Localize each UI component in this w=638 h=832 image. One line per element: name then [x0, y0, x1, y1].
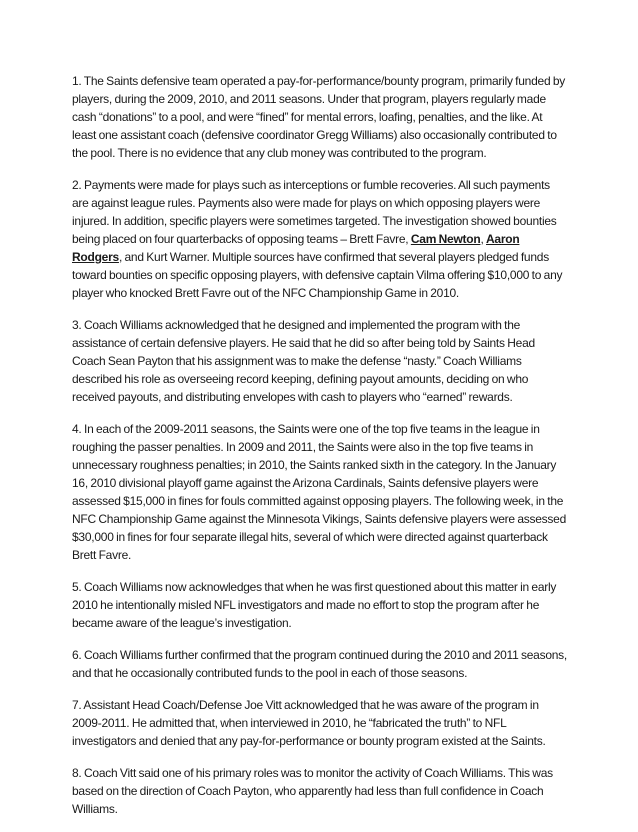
paragraph-4: 4. In each of the 2009-2011 seasons, the Saints were one of the top five teams in the league in roughing the passer penalties. In 2009 and 2011, the Saints were also in the top five teams in unnecessary roughness penalties; in 2010, the Saints ranked sixth in the category. In the January 16, 2010 divisional playoff game against the Arizona Cardinals, Saints defensive players were assessed $15,000 in fines for fouls committed against opposing players. The following week, in the NFC Championship Game against the Minnesota Vikings, Saints defensive players were assessed $30,000 in fines for four separate illegal hits, several of which were directed against quarterback Brett Favre.	[72, 422, 567, 562]
paragraph-6: 6. Coach Williams further confirmed that the program continued during the 2010 and 2011 seasons, and that he occasionally contributed funds to the pool in each of those seasons.	[72, 648, 568, 680]
link-cam-newton[interactable]: Cam Newton	[410, 232, 481, 246]
paragraph-2-text-after: , and Kurt Warner. Multiple sources have confirmed that several players pledged funds toward bounties on specific opposing players, with defensive captain Vilma offering $10,000 to any player who knocked Brett Favre out of the NFC Championship Game in 2010.	[72, 250, 563, 300]
paragraph-2-text-before: 2. Payments were made for plays such as interceptions or fumble recoveries. All such payments are against league rules. Payments also were made for plays on which opposing players were injured. In addition, specific players were sometimes targeted. The investigation showed bounties being placed on four quarterbacks of opposing teams – Brett Favre,	[72, 178, 557, 246]
paragraph-2-separator: ,	[480, 232, 487, 246]
paragraph-8: 8. Coach Vitt said one of his primary roles was to monitor the activity of Coach Williams. This was based on the direction of Coach Payton, who apparently had less than full confidence in Coach Williams.	[72, 766, 553, 816]
paragraph-5: 5. Coach Williams now acknowledges that when he was first questioned about this matter in early 2010 he intentionally misled NFL investigators and made no effort to stop the program after he became aware of the league’s investigation.	[72, 580, 557, 630]
link-aaron-rodgers[interactable]: Aaron Rodgers	[72, 232, 520, 264]
document-page	[72, 72, 568, 832]
paragraph-2	[72, 176, 568, 302]
paragraph-1: 1. The Saints defensive team operated a pay-for-performance/bounty program, primarily funded by players, during the 2009, 2010, and 2011 seasons. Under that program, players regularly made cash “donations” to a pool, and were “fined” for mental errors, loafing, penalties, and the like. At least one assistant coach (defensive coordinator Gregg Williams) also occasionally contributed to the pool. There is no evidence that any club money was contributed to the program.	[72, 74, 566, 160]
paragraph-7: 7. Assistant Head Coach/Defense Joe Vitt acknowledged that he was aware of the program in 2009-2011. He admitted that, when interviewed in 2010, he “fabricated the truth” to NFL investigators and denied that any pay-for-performance or bounty program existed at the Saints.	[72, 698, 546, 748]
paragraph-3: 3. Coach Williams acknowledged that he designed and implemented the program with the assistance of certain defensive players. He said that he did so after being told by Saints Head Coach Sean Payton that his assignment was to make the defense “nasty.” Coach Williams described his role as overseeing record keeping, defining payout amounts, deciding on who received payouts, and distributing envelopes with cash to players who “earned” rewards.	[72, 318, 535, 404]
